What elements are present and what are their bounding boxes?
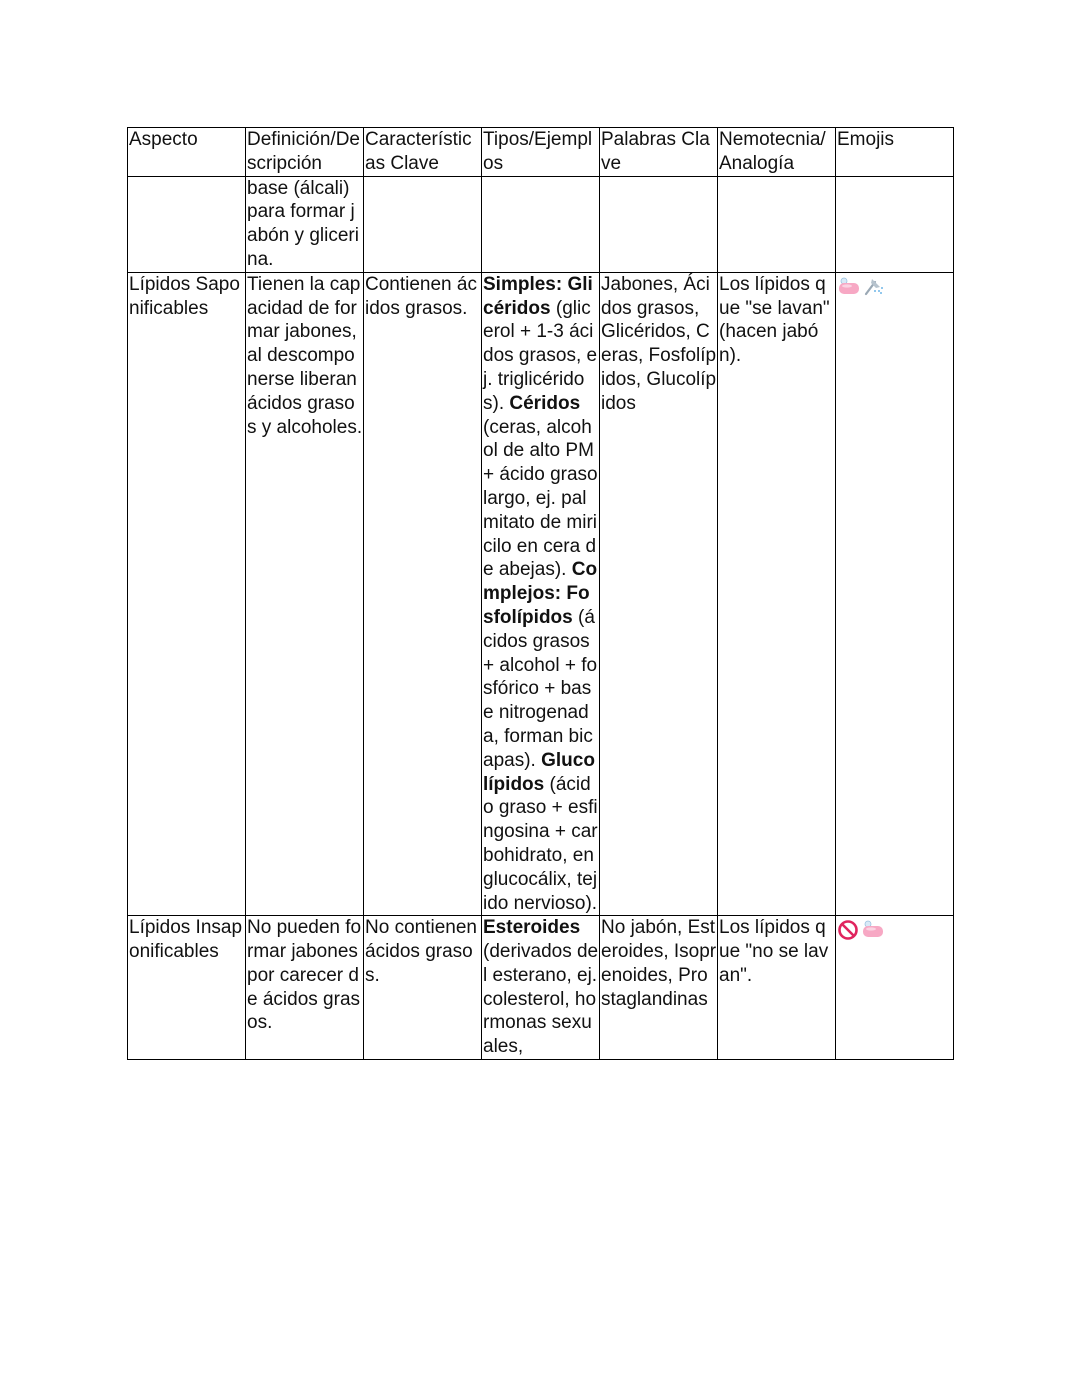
cell-aspect: Lípidos Insaponificables [128, 916, 246, 1060]
header-types: Tipos/Ejemplos [482, 128, 600, 177]
cell-keywords [600, 176, 718, 272]
cell-characteristics: No contienen ácidos grasos. [364, 916, 482, 1060]
shower-icon [863, 276, 885, 296]
header-row [128, 128, 954, 177]
types-complejos-label: Complejos: [483, 559, 598, 605]
cell-mnemonic: Los lípidos que "no se lavan". [718, 916, 836, 1060]
cell-keywords: Jabones, Ácidos grasos, Glicéridos, Ceras, Fosfolípidos, Glucolípidos [600, 272, 718, 916]
types-ceridos-label: Céridos [509, 392, 581, 414]
cell-emojis [836, 916, 954, 1060]
soap-icon [861, 919, 885, 939]
header-aspect: Aspecto [128, 128, 246, 177]
types-ceridos-text: (ceras, alcohol de alto PM + ácido graso largo, ej. palmitato de miricilo en cera de abejas). [483, 416, 598, 581]
cell-emojis [836, 176, 954, 272]
cell-characteristics: Contienen ácidos grasos. [364, 272, 482, 916]
cell-characteristics [364, 176, 482, 272]
table-row [128, 176, 954, 272]
cell-keywords: No jabón, Esteroides, Isoprenoides, Prostaglandinas [600, 916, 718, 1060]
cell-aspect [128, 176, 246, 272]
table-row [128, 916, 954, 1060]
cell-types [482, 916, 600, 1060]
prohibited-icon [837, 919, 859, 941]
types-fosfolipidos-label: Fosfolípidos [483, 583, 590, 628]
emoji-group [837, 919, 885, 941]
cell-emojis [836, 272, 954, 916]
soap-icon [837, 276, 861, 296]
cell-definition: No pueden formar jabones por carecer de ácidos grasos. [246, 916, 364, 1060]
header-characteristics: Características Clave [364, 128, 482, 177]
table-row [128, 272, 954, 916]
types-glucolipidos-label: Glucolípidos [483, 749, 595, 795]
cell-mnemonic [718, 176, 836, 272]
types-esteroides-text: (derivados del esterano, ej. colesterol, hormonas sexuales, [483, 941, 599, 1058]
emoji-group [837, 276, 885, 296]
types-fosfolipidos-text: (ácidos grasos + alcohol + fosfórico + base nitrogenada, forman bicapas). [483, 606, 598, 771]
header-definition: Definición/Descripción [246, 128, 364, 177]
types-glucolipidos-text: (ácido graso + esfingosina + carbohidrato, en glucocálix, tejido nervioso). [483, 773, 598, 914]
notes-table [127, 127, 954, 1060]
cell-types [482, 272, 600, 916]
cell-types [482, 176, 600, 272]
types-esteroides-label: Esteroides [483, 917, 581, 939]
cell-definition: base (álcali) para formar jabón y glicerina. [246, 176, 364, 272]
cell-aspect: Lípidos Saponificables [128, 272, 246, 916]
cell-mnemonic: Los lípidos que "se lavan" (hacen jabón). [718, 272, 836, 916]
header-mnemonic: Nemotecnia/Analogía [718, 128, 836, 177]
types-gliceridos-text: (glicerol + 1-3 ácidos grasos, ej. triglicéridos). [483, 297, 598, 414]
header-keywords: Palabras Clave [600, 128, 718, 177]
cell-definition: Tienen la capacidad de formar jabones, al descomponerse liberan ácidos grasos y alcoholes. [246, 272, 364, 916]
header-emojis: Emojis [836, 128, 954, 177]
types-simples-label: Simples: [483, 273, 563, 295]
types-gliceridos-label: Glicéridos [483, 273, 593, 319]
